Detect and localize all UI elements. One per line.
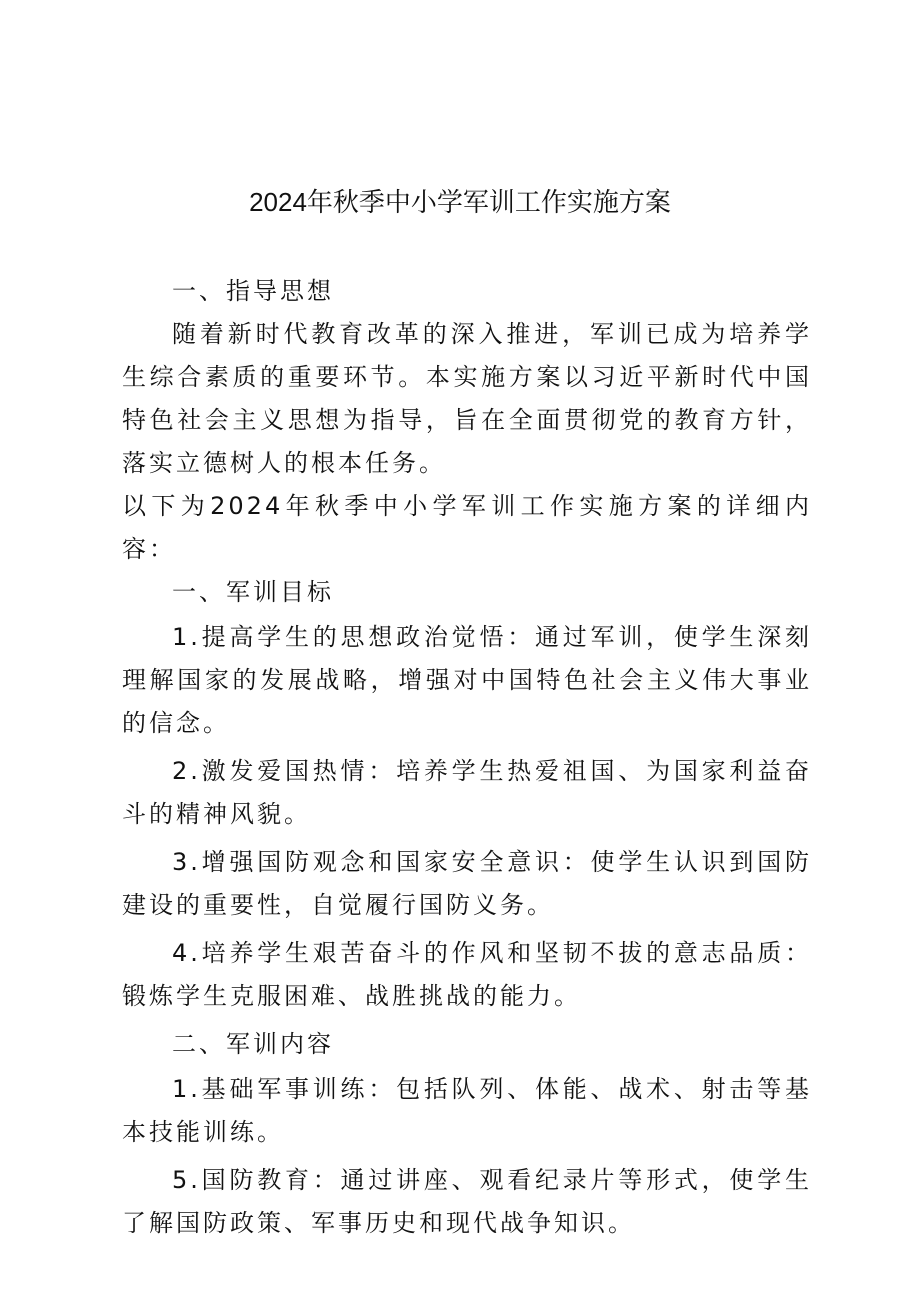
section-heading-training-goals: 一、军训目标 <box>172 578 334 606</box>
document-title: 2024年秋季中小学军训工作实施方案 <box>249 187 671 217</box>
paragraph-guiding-ideology: 随着新时代教育改革的深入推进，军训已成为培养学生综合素质的重要环节。本实施方案以习近平新时代中国特色社会主义思想为指导，旨在全面贯彻党的教育方针，落实立德树人的根本任务。 <box>122 320 812 477</box>
content-item-1: 1.基础军事训练：包括队列、体能、战术、射击等基本技能训练。 <box>122 1075 812 1146</box>
goal-item-2: 2.激发爱国热情：培养学生热爱祖国、为国家利益奋斗的精神风貌。 <box>122 757 812 828</box>
content-item-5: 5.国防教育：通过讲座、观看纪录片等形式，使学生了解国防政策、军事历史和现代战争知识。 <box>122 1166 812 1237</box>
goal-item-1: 1.提高学生的思想政治觉悟：通过军训，使学生深刻理解国家的发展战略，增强对中国特色社会主义伟大事业的信念。 <box>122 623 812 737</box>
goal-item-3: 3.增强国防观念和国家安全意识：使学生认识到国防建设的重要性，自觉履行国防义务。 <box>122 848 812 919</box>
document-body <box>122 270 812 1245</box>
paragraph-intro: 以下为2024年秋季中小学军训工作实施方案的详细内容： <box>122 492 812 563</box>
goal-item-4: 4.培养学生艰苦奋斗的作风和坚韧不拔的意志品质：锻炼学生克服困难、战胜挑战的能力。 <box>122 939 812 1010</box>
section-heading-guiding-ideology: 一、指导思想 <box>172 277 334 305</box>
section-heading-training-content: 二、军训内容 <box>172 1030 334 1058</box>
